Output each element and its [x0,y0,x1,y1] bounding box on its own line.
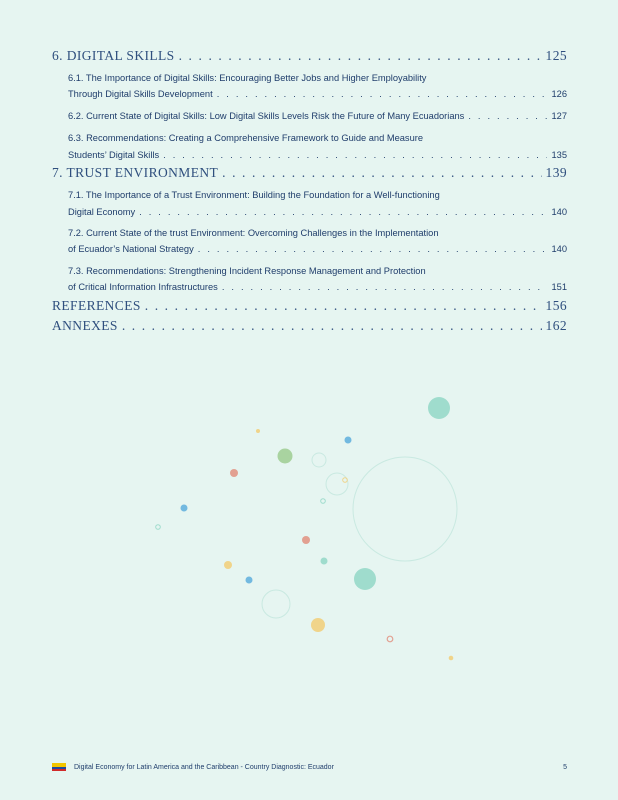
toc-chapter-title: ANNEXES [52,318,118,333]
toc-section-title: 6.2. Current State of Digital Skills: Low Digital Skills Levels Risk the Future of Many Ecuadorians [68,111,465,121]
toc-section-7-2-line1: 7.2. Current State of the trust Environment: Overcoming Challenges in the Implementation [68,228,439,238]
toc-chapter-title: REFERENCES [52,298,141,313]
toc-page-number: 127 [551,111,567,121]
toc-section-title: Digital Economy [68,207,136,217]
bubble [311,618,325,632]
toc-page-number: 125 [545,48,567,63]
bubble [256,429,260,433]
bubble [428,397,450,419]
bubble [326,473,348,495]
toc-page-number: 139 [545,165,567,180]
bubble [343,478,348,483]
toc-section-6-1-line1: 6.1. The Importance of Digital Skills: Encouraging Better Jobs and Higher Employability [68,73,427,83]
toc-section-7-1-line1: 7.1. The Importance of a Trust Environment: Building the Foundation for a Well-functioning [68,190,440,200]
toc-page-number: 135 [551,150,567,160]
toc-section-6-3-line1: 6.3. Recommendations: Creating a Comprehensive Framework to Guide and Measure [68,133,424,143]
bubble [353,457,457,561]
toc-page-number: 140 [551,207,567,217]
toc-section-title: of Critical Information Infrastructures [68,282,218,292]
bubble [262,590,290,618]
toc-page-number: 126 [551,89,567,99]
toc-page-number: 140 [551,244,567,254]
bubble [387,636,393,642]
bubble [230,469,238,477]
toc-section-7-3-line1: 7.3. Recommendations: Strengthening Incident Response Management and Protection [68,266,426,276]
bubble [224,561,232,569]
bubble [354,568,376,590]
bubble [312,453,326,467]
bubble [156,525,161,530]
toc-chapter-title: 6. DIGITAL SKILLS [52,48,175,63]
bubble [278,449,293,464]
ecuador-flag-icon [52,763,66,771]
toc-page-number: 156 [545,298,567,313]
toc-page-number: 162 [545,318,567,333]
footer-text: Digital Economy for Latin America and the Caribbean - Country Diagnostic: Ecuador [74,763,334,771]
toc-section-title: Through Digital Skills Development [68,89,213,99]
toc-section-title: Students’ Digital Skills [68,150,160,160]
bubble [449,656,454,661]
toc-section-title: of Ecuador’s National Strategy [68,244,194,254]
bubble [321,558,328,565]
bubble [345,437,352,444]
toc-page-number: 151 [551,282,567,292]
toc-chapter-title: 7. TRUST ENVIRONMENT [52,165,219,180]
page-footer [52,760,567,774]
bubble [302,536,310,544]
bubble [321,499,326,504]
page-number: 5 [563,763,567,771]
bubble [181,505,188,512]
bubble [246,577,253,584]
